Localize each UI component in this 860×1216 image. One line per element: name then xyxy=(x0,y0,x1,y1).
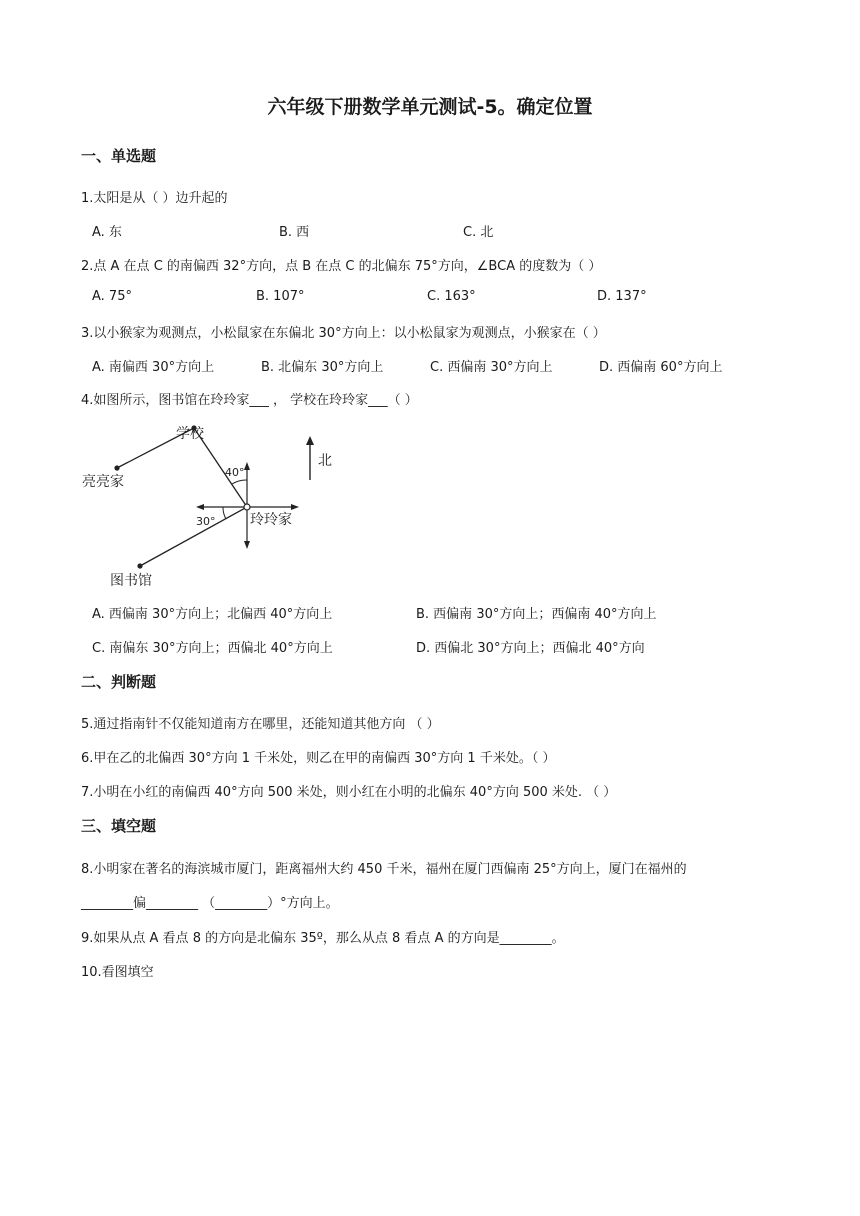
question-7: 7.小明在小红的南偏西 40°方向 500 米处，则小红在小明的北偏东 40°方向 500 米处. （ ） xyxy=(81,785,617,800)
question-5: 5.通过指南针不仅能知道南方在哪里，还能知道其他方向 （ ） xyxy=(81,717,440,732)
direction-figure xyxy=(78,418,348,594)
page-title: 六年级下册数学单元测试-5。确定位置 xyxy=(267,96,593,118)
north-arrow-icon xyxy=(306,436,314,445)
section-heading-single-choice: 一、单选题 xyxy=(81,147,157,165)
question-8-line-2: ________偏________ （________）°方向上。 xyxy=(81,896,339,911)
q1-option-c: C. 北 xyxy=(463,225,494,240)
q4-option-d: D. 西偏北 30°方向上；西偏北 40°方向 xyxy=(416,641,645,656)
q3-option-a: A. 南偏西 30°方向上 xyxy=(92,360,215,375)
label-school: 学校 xyxy=(176,426,204,442)
q4-option-c: C. 南偏东 30°方向上；西偏北 40°方向上 xyxy=(92,641,333,656)
question-2: 2.点 A 在点 C 的南偏西 32°方向，点 B 在点 C 的北偏东 75°方向，∠BCA 的度数为（ ） xyxy=(81,259,602,274)
label-angle-30: 30° xyxy=(196,515,216,528)
label-north: 北 xyxy=(318,453,332,469)
q1-option-a: A. 东 xyxy=(92,225,122,240)
angle-arc-north xyxy=(232,480,247,484)
axis-arrow-east-icon xyxy=(291,504,299,510)
question-6: 6.甲在乙的北偏西 30°方向 1 千米处，则乙在甲的南偏西 30°方向 1 千米处。（ ） xyxy=(81,751,556,766)
label-liangliang: 亮亮家 xyxy=(82,474,124,490)
point-lingling xyxy=(244,504,250,510)
question-10: 10.看图填空 xyxy=(81,965,154,980)
q2-option-a: A. 75° xyxy=(92,289,132,304)
q3-option-c: C. 西偏南 30°方向上 xyxy=(430,360,553,375)
question-9: 9.如果从点 A 看点 8 的方向是北偏东 35º，那么从点 8 看点 A 的方向是________。 xyxy=(81,931,565,946)
axis-arrow-south-icon xyxy=(244,541,250,549)
axis-arrow-west-icon xyxy=(196,504,204,510)
q3-option-b: B. 北偏东 30°方向上 xyxy=(261,360,384,375)
q2-option-d: D. 137° xyxy=(597,289,647,304)
label-angle-40: 40° xyxy=(225,466,245,479)
question-4: 4.如图所示，图书馆在玲玲家___ ， 学校在玲玲家___（ ） xyxy=(81,393,418,408)
question-3: 3.以小猴家为观测点，小松鼠家在东偏北 30°方向上：以小松鼠家为观测点，小猴家在（ ） xyxy=(81,326,606,341)
section-heading-fill-blank: 三、填空题 xyxy=(81,817,157,835)
point-liangliang xyxy=(114,465,119,470)
point-library xyxy=(137,563,142,568)
q2-option-c: C. 163° xyxy=(427,289,476,304)
q4-option-b: B. 西偏南 30°方向上；西偏南 40°方向上 xyxy=(416,607,657,622)
label-library: 图书馆 xyxy=(110,573,152,589)
line-to-library xyxy=(140,507,247,566)
question-1: 1.太阳是从（ ）边升起的 xyxy=(81,191,228,206)
axis-arrow-north-icon xyxy=(244,462,250,470)
section-heading-true-false: 二、判断题 xyxy=(81,673,157,691)
angle-arc-west xyxy=(223,507,226,519)
q2-option-b: B. 107° xyxy=(256,289,305,304)
label-lingling: 玲玲家 xyxy=(250,512,292,528)
question-8-line-1: 8.小明家在著名的海滨城市厦门，距离福州大约 450 千米，福州在厦门西偏南 25°方向上，厦门在福州的 xyxy=(81,862,687,877)
q1-option-b: B. 西 xyxy=(279,225,310,240)
q4-option-a: A. 西偏南 30°方向上；北偏西 40°方向上 xyxy=(92,607,333,622)
q3-option-d: D. 西偏南 60°方向上 xyxy=(599,360,723,375)
